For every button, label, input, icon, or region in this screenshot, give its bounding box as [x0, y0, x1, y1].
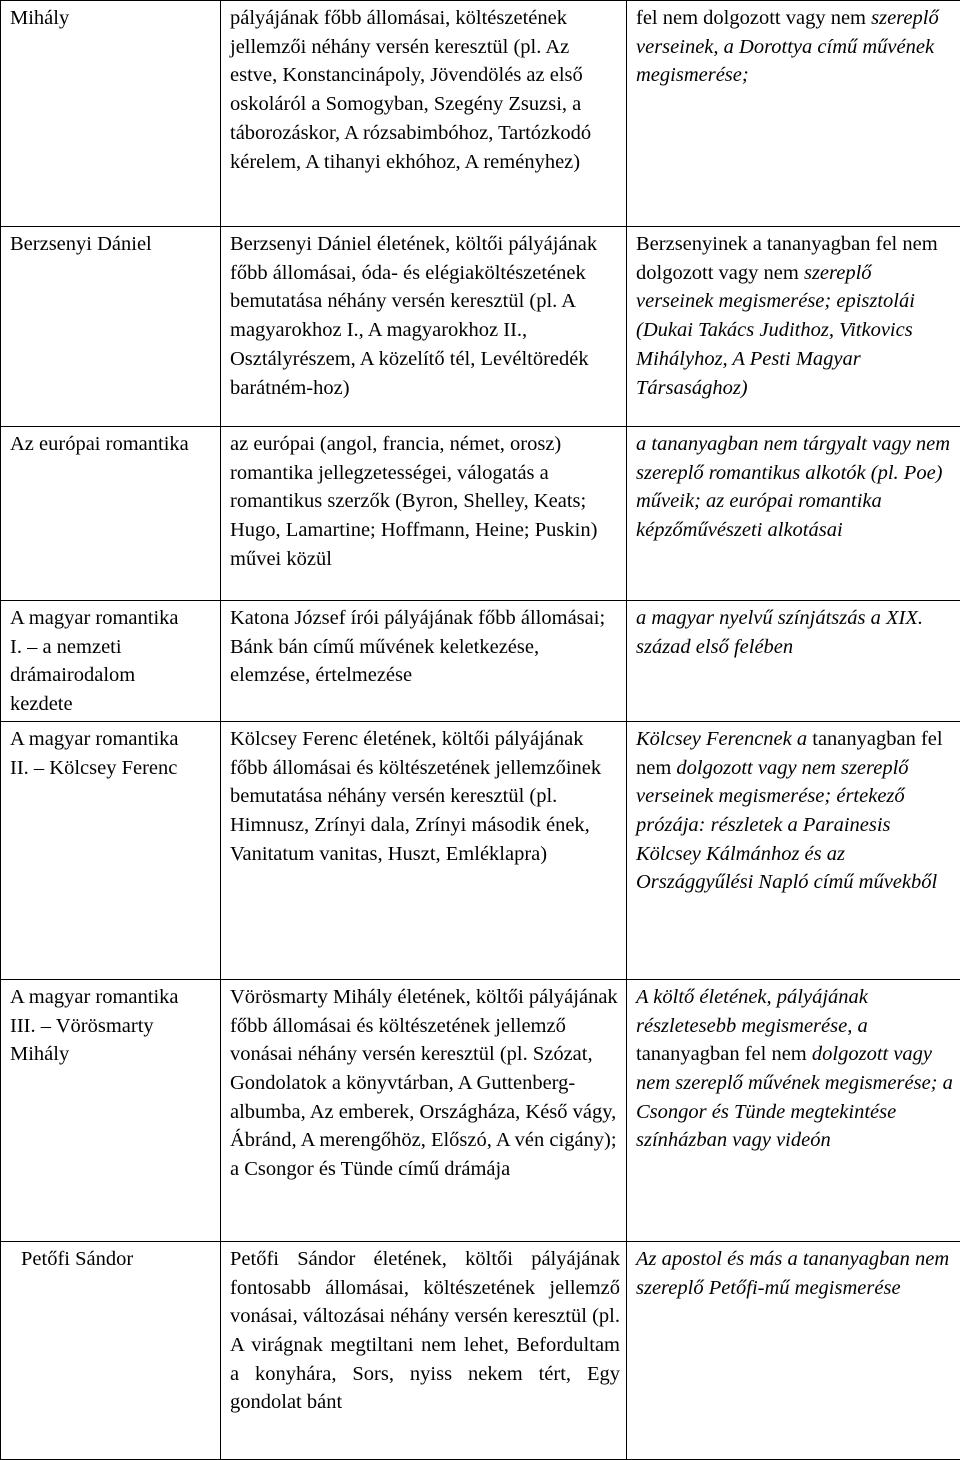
topic-cell: Petőfi Sándor: [1, 1241, 221, 1459]
note-plain-text: tananyagban fel nem: [636, 1043, 807, 1065]
topic-line: kezdete: [10, 690, 214, 719]
note-italic-text: szereplő verseinek, a Dorottya című művének megismerése;: [636, 7, 939, 86]
topic-line: I. – a nemzeti: [10, 633, 214, 662]
topic-line: drámairodalom: [10, 661, 214, 690]
content-cell: az európai (angol, francia, német, orosz) romantika jellegzetességei, válogatás a romantikus szerzők (Byron, Shelley, Keats; Hugo, Lamartine; Hoffmann, Heine; Puskin) művei közül: [221, 427, 627, 601]
table-row: [1, 721, 960, 979]
table-row: [1, 1241, 960, 1459]
note-cell: Az apostol és más a tananyagban nem szereplő Petőfi-mű megismerése: [627, 1241, 960, 1459]
table-row: [1, 227, 960, 427]
content-cell: Katona József írói pályájának főbb állomásai; Bánk bán című művének keletkezése, elemzése, értelmezése: [221, 601, 627, 722]
topic-cell: [1, 979, 221, 1241]
note-cell: a magyar nyelvű színjátszás a XIX. század első felében: [627, 601, 960, 722]
topic-cell: [1, 601, 221, 722]
note-italic-text: szereplő verseinek megismerése; episztolái (Dukai Takács Judithoz, Vitkovics Mihályhoz, A Pesti Magyar Társasághoz): [636, 262, 915, 399]
table-row: [1, 427, 960, 601]
note-plain-text: Berzsenyinek a tananyagban fel nem dolgozott vagy nem: [636, 233, 938, 284]
content-cell: Vörösmarty Mihály életének, költői pályájának főbb állomásai és költészetének jellemző vonásai néhány versén keresztül (pl. Szózat, Gondolatok a könyvtárban, A Guttenberg-albumba, Az emberek, Országháza, Késő vágy, Ábránd, A merengőhöz, Előszó, A vén cigány); a Csongor és Tünde című drámája: [221, 979, 627, 1241]
topic-line: A magyar romantika: [10, 725, 214, 754]
note-plain-text: tananyagban fel nem: [636, 728, 943, 779]
note-italic-text: Kölcsey Ferencnek a: [636, 728, 807, 750]
content-cell: Berzsenyi Dániel életének, költői pályájának főbb állomásai, óda- és elégiaköltészetének bemutatása néhány versén keresztül (pl. A magyarokhoz I., A magyarokhoz II., Osztályrészem, A közelítő tél, Levéltöredék barátném-hoz): [221, 227, 627, 427]
note-cell: a tananyagban nem tárgyalt vagy nem szereplő romantikus alkotók (pl. Poe) műveik; az európai romantika képzőművészeti alkotásai: [627, 427, 960, 601]
content-cell: Kölcsey Ferenc életének, költői pályájának főbb állomásai és költészetének jellemzőinek bemutatása néhány versén keresztül (pl. Himnusz, Zrínyi dala, Zrínyi második ének, Vanitatum vanitas, Huszt, Emléklapra): [221, 721, 627, 979]
topic-line: A magyar romantika: [10, 604, 214, 633]
table-row: [1, 1, 960, 227]
topic-cell: Berzsenyi Dániel: [1, 227, 221, 427]
topic-cell: [1, 721, 221, 979]
note-cell: [627, 1, 960, 227]
note-cell: [627, 227, 960, 427]
topic-cell: Az európai romantika: [1, 427, 221, 601]
topic-line: A magyar romantika: [10, 983, 214, 1012]
note-italic-text: dolgozott vagy nem szereplő művének megismerése; a Csongor és Tünde megtekintése színházban vagy videón: [636, 1043, 953, 1151]
note-italic-text: dolgozott vagy nem szereplő verseinek megismerése; értekező prózája: részletek a Parainesis Kölcsey Kálmánhoz és az Országgyűlési Napló című művekből: [636, 757, 937, 894]
note-plain-text: fel nem dolgozott vagy nem: [636, 7, 866, 29]
note-cell: [627, 721, 960, 979]
topic-line: II. – Kölcsey Ferenc: [10, 754, 214, 783]
topic-line: III. – Vörösmarty: [10, 1012, 214, 1041]
topic-line: Mihály: [10, 1040, 214, 1069]
table-row: [1, 979, 960, 1241]
note-italic-text: A költő életének, pályájának részletesebb megismerése, a: [636, 986, 868, 1037]
content-cell: Petőfi Sándor életének, költői pályájának fontosabb állomásai, költészetének jellemző vonásai, változásai néhány versén keresztül (pl. A virágnak megtiltani nem lehet, Befordultam a konyhára, Sors, nyiss nekem tért, Egy gondolat bánt: [221, 1241, 627, 1459]
table-row: [1, 601, 960, 722]
topic-cell: Mihály: [1, 1, 221, 227]
content-cell: pályájának főbb állomásai, költészetének jellemzői néhány versén keresztül (pl. Az estve, Konstancinápoly, Jövendölés az első oskoláról a Somogyban, Szegény Zsuzsi, a táborozáskor, A rózsabimbóhoz, Tartózkodó kérelem, A tihanyi ekhóhoz, A reményhez): [221, 1, 627, 227]
note-cell: [627, 979, 960, 1241]
